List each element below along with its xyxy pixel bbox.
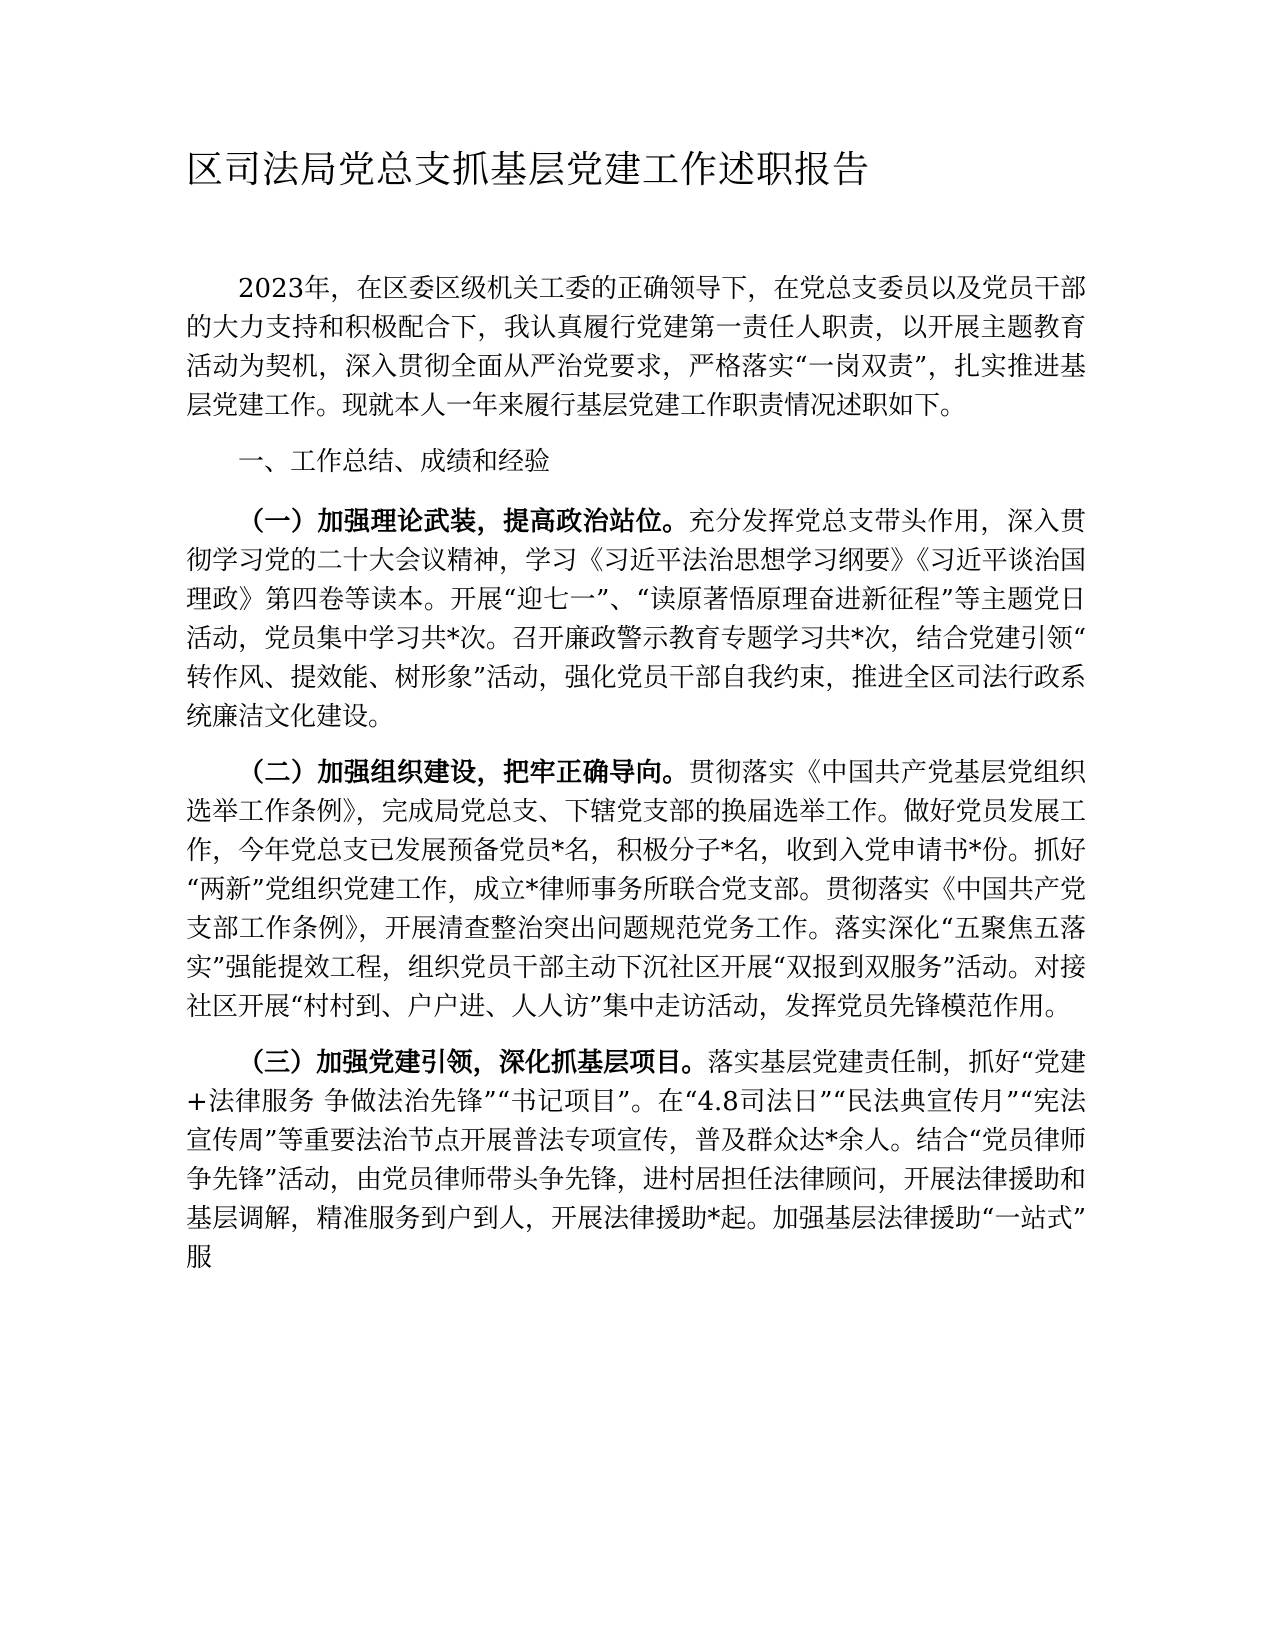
- item-text-1: 充分发挥党总支带头作用，深入贯彻学习党的二十大会议精神，学习《习近平法治思想学习纲要》《习近平谈治国理政》第四卷等读本。开展“迎七一”、“读原著悟原理奋进新征程”等主题党日活动，党员集中学习共*次。召开廉政警示教育专题学习共*次，结合党建引领“转作风、提效能、树形象”活动，强化党员干部自我约束，推进全区司法行政系统廉洁文化建设。: [186, 507, 1086, 732]
- item-text-2: 贯彻落实《中国共产党基层党组织选举工作条例》，完成局党总支、下辖党支部的换届选举工作。做好党员发展工作，今年党总支已发展预备党员*名，积极分子*名，收到入党申请书*份。抓好“两新”党组织党建工作，成立*律师事务所联合党支部。贯彻落实《中国共产党支部工作条例》，开展清查整治突出问题规范党务工作。落实深化“五聚焦五落实”强能提效工程，组织党员干部主动下沉社区开展“双报到双服务”活动。对接社区开展“村村到、户户进、人人访”集中走访活动，发挥党员先锋模范作用。: [186, 758, 1086, 1022]
- item-paragraph-1: [186, 503, 1086, 737]
- item-lead-1: （一）加强理论武装，提高政治站位。: [238, 507, 689, 537]
- item-text-3: 落实基层党建责任制，抓好“党建+法律服务 争做法治先锋”“书记项目”。在“4.8司法日”“民法典宣传月”“宪法宣传周”等重要法治节点开展普法专项宣传，普及群众达*余人。结合“党员律师争先锋”活动，由党员律师带头争先锋，进村居担任法律顾问，开展法律援助和基层调解，精准服务到户到人，开展法律援助*起。加强基层法律援助“一站式”服: [186, 1048, 1086, 1273]
- item-paragraph-2: [186, 754, 1086, 1027]
- section-heading: 一、工作总结、成绩和经验: [238, 447, 551, 477]
- item-lead-2: （二）加强组织建设，把牢正确导向。: [238, 758, 689, 788]
- document-title: 区司法局党总支抓基层党建工作述职报告: [186, 148, 870, 191]
- item-lead-3: （三）加强党建引领，深化抓基层项目。: [238, 1048, 708, 1078]
- item-paragraph-3: [186, 1044, 1086, 1278]
- document-body: [186, 270, 1086, 1295]
- intro-paragraph: 2023年，在区委区级机关工委的正确领导下，在党总支委员以及党员干部的大力支持和积极配合下，我认真履行党建第一责任人职责，以开展主题教育活动为契机，深入贯彻全面从严治党要求，严格落实“一岗双责”，扎实推进基层党建工作。现就本人一年来履行基层党建工作职责情况述职如下。: [186, 274, 1086, 421]
